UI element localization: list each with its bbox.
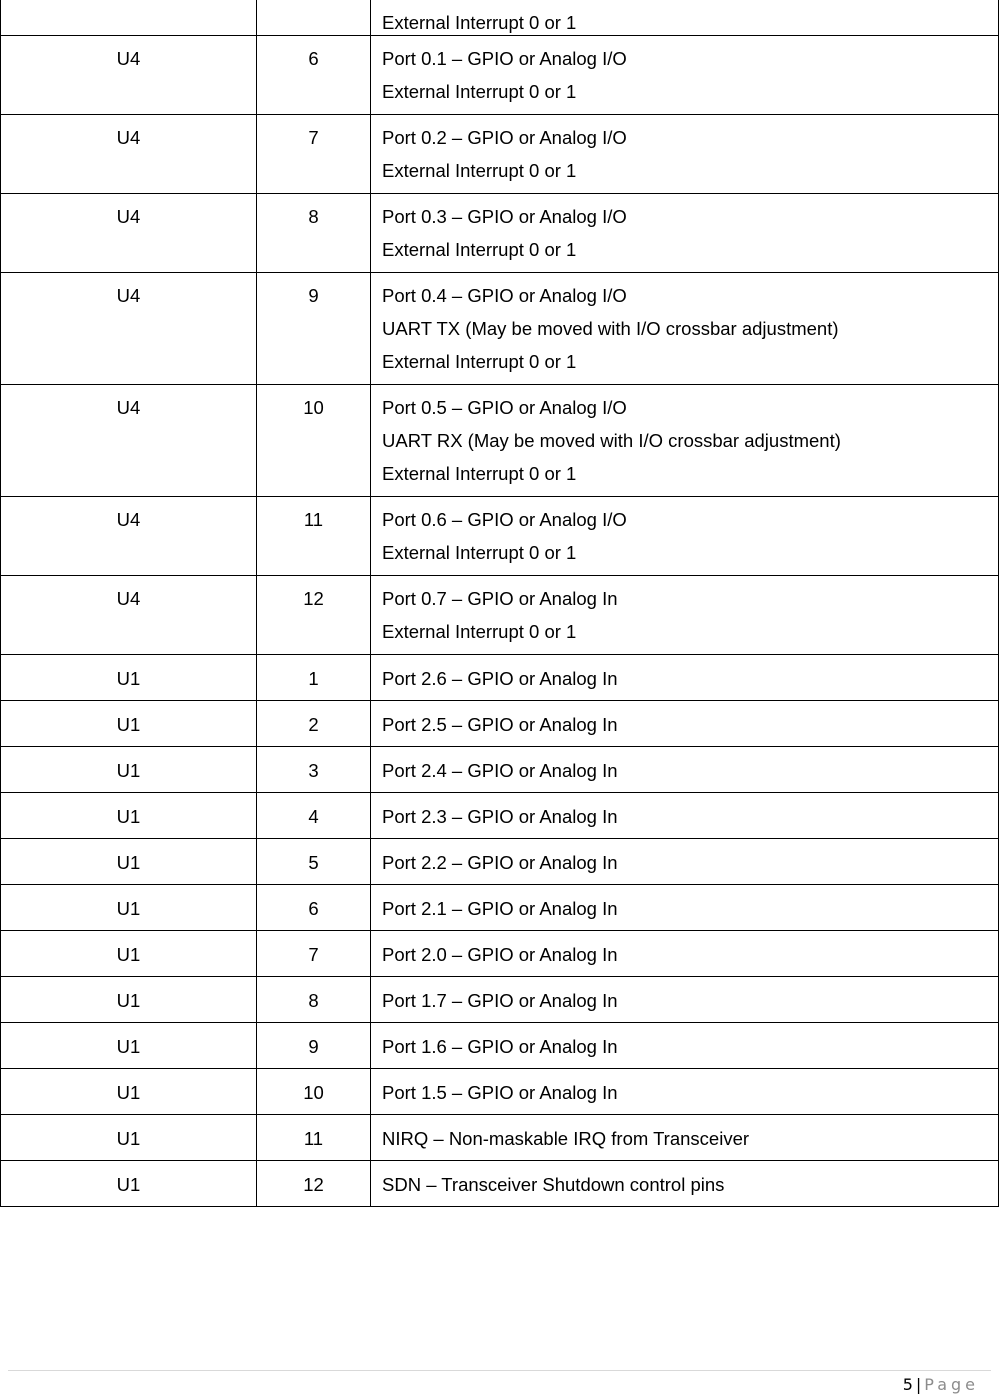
- pin-number: [257, 0, 370, 34]
- table-row: [1, 1023, 999, 1069]
- connector-label: [1, 0, 256, 34]
- description-cell: [371, 576, 999, 655]
- pin-number: 5: [308, 852, 319, 873]
- description-cell: [371, 931, 999, 977]
- pin-cell: [257, 885, 371, 931]
- pin-number: 11: [303, 1128, 324, 1149]
- pin-cell: [257, 385, 371, 497]
- connector-label: U1: [116, 668, 141, 689]
- description-cell: [371, 1069, 999, 1115]
- description-line: External Interrupt 0 or 1: [382, 463, 577, 484]
- description-cell: [371, 0, 999, 36]
- pin-number: 6: [308, 898, 319, 919]
- description-line: External Interrupt 0 or 1: [382, 12, 577, 33]
- pin-cell: [257, 497, 371, 576]
- table-row: [1, 115, 999, 194]
- pin-cell: [257, 1161, 371, 1207]
- pin-cell: [257, 931, 371, 977]
- connector-cell: [1, 194, 257, 273]
- connector-label: U1: [116, 944, 141, 965]
- table-row: [1, 1161, 999, 1207]
- connector-cell: [1, 1069, 257, 1115]
- description-line: Port 0.1 – GPIO or Analog I/O: [382, 48, 627, 69]
- connector-label: U4: [116, 285, 141, 306]
- description-cell: [371, 885, 999, 931]
- description-line: External Interrupt 0 or 1: [382, 621, 577, 642]
- connector-label: U1: [116, 1128, 141, 1149]
- description-line: Port 0.5 – GPIO or Analog I/O: [382, 397, 627, 418]
- pin-cell: [257, 1069, 371, 1115]
- pin-cell: [257, 701, 371, 747]
- pin-cell: [257, 36, 371, 115]
- description-line: External Interrupt 0 or 1: [382, 542, 577, 563]
- table-row: [1, 793, 999, 839]
- connector-cell: [1, 115, 257, 194]
- table-row: [1, 655, 999, 701]
- description-line: Port 0.3 – GPIO or Analog I/O: [382, 206, 627, 227]
- table-row: [1, 931, 999, 977]
- table-row: [1, 885, 999, 931]
- connector-cell: [1, 885, 257, 931]
- description-line: UART RX (May be moved with I/O crossbar adjustment): [382, 430, 841, 451]
- table-row: [1, 701, 999, 747]
- connector-label: U4: [116, 397, 141, 418]
- page-footer: [903, 1374, 979, 1396]
- pin-number: 3: [308, 760, 319, 781]
- pin-cell: [257, 1023, 371, 1069]
- table-row: [1, 839, 999, 885]
- connector-cell: [1, 977, 257, 1023]
- description-cell: [371, 655, 999, 701]
- description-cell: [371, 497, 999, 576]
- connector-cell: [1, 497, 257, 576]
- pin-cell: [257, 576, 371, 655]
- pin-number: 7: [308, 127, 319, 148]
- connector-label: U1: [116, 1174, 141, 1195]
- description-cell: [371, 839, 999, 885]
- pin-cell: [257, 1115, 371, 1161]
- connector-cell: [1, 273, 257, 385]
- connector-cell: [1, 701, 257, 747]
- description-line: External Interrupt 0 or 1: [382, 160, 577, 181]
- connector-cell: [1, 0, 257, 36]
- connector-label: U4: [116, 509, 141, 530]
- connector-cell: [1, 839, 257, 885]
- connector-label: U1: [116, 990, 141, 1011]
- description-cell: [371, 1161, 999, 1207]
- connector-cell: [1, 36, 257, 115]
- description-cell: [371, 1023, 999, 1069]
- description-line: Port 2.0 – GPIO or Analog In: [382, 944, 618, 965]
- description-line: Port 2.6 – GPIO or Analog In: [382, 668, 618, 689]
- pin-number: 10: [303, 1082, 324, 1103]
- pin-cell: [257, 0, 371, 36]
- description-line: NIRQ – Non-maskable IRQ from Transceiver: [382, 1128, 750, 1149]
- pin-cell: [257, 747, 371, 793]
- description-cell: [371, 273, 999, 385]
- table-row: [1, 576, 999, 655]
- connector-cell: [1, 1023, 257, 1069]
- connector-cell: [1, 385, 257, 497]
- connector-label: U1: [116, 898, 141, 919]
- pin-number: 2: [308, 714, 319, 735]
- table-row: [1, 497, 999, 576]
- connector-label: U1: [116, 714, 141, 735]
- pin-number: 8: [308, 206, 319, 227]
- pin-number: 6: [308, 48, 319, 69]
- footer-divider: [8, 1370, 991, 1371]
- description-line: Port 0.6 – GPIO or Analog I/O: [382, 509, 627, 530]
- description-line: Port 1.7 – GPIO or Analog In: [382, 990, 618, 1011]
- pin-number: 8: [308, 990, 319, 1011]
- description-line: Port 0.4 – GPIO or Analog I/O: [382, 285, 627, 306]
- description-line: UART TX (May be moved with I/O crossbar adjustment): [382, 318, 839, 339]
- description-line: Port 2.1 – GPIO or Analog In: [382, 898, 618, 919]
- description-line: Port 1.6 – GPIO or Analog In: [382, 1036, 618, 1057]
- connector-cell: [1, 1161, 257, 1207]
- pin-cell: [257, 655, 371, 701]
- description-line: SDN – Transceiver Shutdown control pins: [382, 1174, 725, 1195]
- connector-cell: [1, 793, 257, 839]
- table-row: [1, 36, 999, 115]
- pin-table-body: [1, 0, 999, 1207]
- table-row: [1, 273, 999, 385]
- description-line: External Interrupt 0 or 1: [382, 81, 577, 102]
- pin-cell: [257, 194, 371, 273]
- pin-number: 12: [303, 588, 324, 609]
- table-row: [1, 747, 999, 793]
- pin-cell: [257, 793, 371, 839]
- connector-cell: [1, 931, 257, 977]
- page-number: 5: [902, 1375, 913, 1394]
- connector-label: U1: [116, 806, 141, 827]
- description-cell: [371, 115, 999, 194]
- description-cell: [371, 977, 999, 1023]
- description-cell: [371, 385, 999, 497]
- table-row: [1, 1069, 999, 1115]
- connector-label: U1: [116, 852, 141, 873]
- description-cell: [371, 1115, 999, 1161]
- description-cell: [371, 747, 999, 793]
- description-cell: [371, 36, 999, 115]
- connector-cell: [1, 747, 257, 793]
- table-row: [1, 977, 999, 1023]
- pin-cell: [257, 977, 371, 1023]
- pin-cell: [257, 115, 371, 194]
- table-row: [1, 0, 999, 36]
- description-cell: [371, 793, 999, 839]
- description-line: Port 0.7 – GPIO or Analog In: [382, 588, 618, 609]
- description-cell: [371, 701, 999, 747]
- description-line: Port 2.4 – GPIO or Analog In: [382, 760, 618, 781]
- pin-number: 12: [303, 1174, 324, 1195]
- pin-cell: [257, 273, 371, 385]
- connector-label: U1: [116, 760, 141, 781]
- pin-number: 9: [308, 285, 319, 306]
- pin-number: 1: [308, 668, 319, 689]
- pin-cell: [257, 839, 371, 885]
- connector-cell: [1, 655, 257, 701]
- connector-label: U4: [116, 127, 141, 148]
- pin-number: 9: [308, 1036, 319, 1057]
- connector-cell: [1, 1115, 257, 1161]
- description-line: Port 1.5 – GPIO or Analog In: [382, 1082, 618, 1103]
- page-label: Page: [924, 1375, 979, 1394]
- table-row: [1, 194, 999, 273]
- table-row: [1, 385, 999, 497]
- description-line: Port 2.3 – GPIO or Analog In: [382, 806, 618, 827]
- connector-label: U4: [116, 588, 141, 609]
- pin-number: 10: [303, 397, 324, 418]
- description-cell: [371, 194, 999, 273]
- description-line: External Interrupt 0 or 1: [382, 239, 577, 260]
- connector-cell: [1, 576, 257, 655]
- description-line: Port 2.2 – GPIO or Analog In: [382, 852, 618, 873]
- pin-number: 7: [308, 944, 319, 965]
- pin-number: 11: [303, 509, 324, 530]
- description-line: External Interrupt 0 or 1: [382, 351, 577, 372]
- description-line: Port 0.2 – GPIO or Analog I/O: [382, 127, 627, 148]
- footer-separator: |: [915, 1375, 922, 1394]
- connector-label: U1: [116, 1036, 141, 1057]
- connector-label: U4: [116, 48, 141, 69]
- description-line: Port 2.5 – GPIO or Analog In: [382, 714, 618, 735]
- pin-number: 4: [308, 806, 319, 827]
- connector-label: U4: [116, 206, 141, 227]
- table-row: [1, 1115, 999, 1161]
- connector-label: U1: [116, 1082, 141, 1103]
